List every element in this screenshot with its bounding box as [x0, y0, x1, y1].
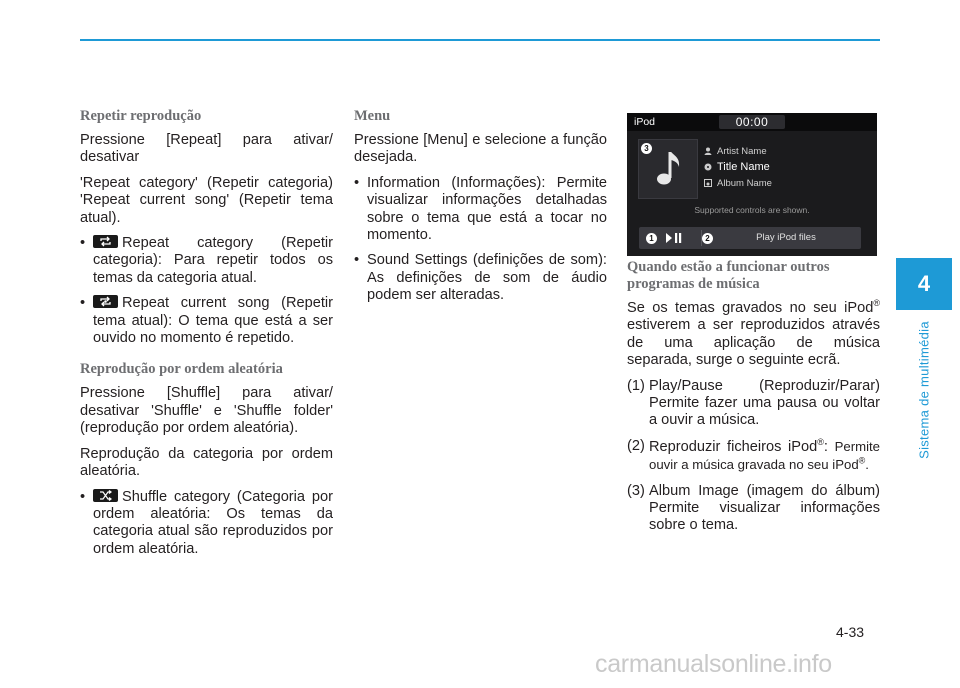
paragraph-menu-press: Pressione [Menu] e selecione a função desejada.: [354, 132, 607, 166]
bullet-sound-settings: • Sound Settings (definições de som): As definições de som de áudio podem ser alteradas.: [354, 252, 607, 304]
screen-title-bar: [627, 113, 877, 131]
play-pause-icon: [665, 232, 683, 244]
heading-repeat: Repetir reprodução: [80, 108, 202, 124]
callout-badge-1: 1: [646, 233, 657, 244]
column-menu: [354, 108, 607, 313]
album-icon: [704, 179, 712, 187]
screen-title: iPod: [634, 116, 656, 128]
item-album-image: (3) Album Image (imagem do álbum) Permite visualizar informações sobre o tema.: [627, 482, 880, 534]
screen-time: 00:00: [719, 115, 785, 129]
song-icon: [704, 162, 712, 170]
heading-shuffle: Reprodução por ordem aleatória: [80, 361, 283, 378]
repeat-category-icon: [93, 235, 118, 248]
control-bar: [639, 227, 861, 249]
chapter-title: Sistema de multimédia: [916, 321, 932, 459]
shuffle-icon: [93, 489, 118, 502]
paragraph-shuffle-category: Reprodução da categoria por ordem aleatória.: [80, 445, 333, 480]
column-repeat-shuffle: [80, 108, 333, 566]
callout-badge-3: 3: [641, 143, 652, 154]
play-pause-button[interactable]: [643, 227, 701, 249]
bullet-information: • Information (Informações): Permite visualizar informações detalhadas sobre o tema que está a tocar no momento.: [354, 174, 607, 244]
play-ipod-files-button[interactable]: Play iPod files: [756, 232, 816, 243]
paragraph-repeat-press: Pressione [Repeat] para ativar/ desativar: [80, 132, 333, 166]
paragraph-shuffle-press: Pressione [Shuffle] para ativar/ desativar 'Shuffle' e 'Shuffle folder' (reprodução por ordem aleatória).: [80, 385, 333, 437]
watermark-text: carmanualsonline.info: [595, 650, 832, 678]
item-play-pause: (1) Play/Pause (Reproduzir/Parar) Permite fazer uma pausa ou voltar a ouvir a música.: [627, 377, 880, 429]
supported-controls-hint: Supported controls are shown.: [694, 205, 810, 215]
ipod-screen-illustration: [627, 113, 877, 256]
paragraph-other-programs: Se os temas gravados no seu iPod® estiverem a ser reproduzidos através de uma aplicação de música separada, surge o seguinte ecrã.: [627, 298, 880, 369]
bullet-repeat-category: • Repeat category (Repetir categoria): Para repetir todos os temas da categoria atual.: [80, 235, 333, 286]
bullet-repeat-song: • Repeat current song (Repetir tema atual): O tema que está a ser ouvido no momento é repetido.: [80, 295, 333, 347]
item-play-ipod-files: (2) Reproduzir ficheiros iPod®: Permite ouvir a música gravada no seu iPod®.: [627, 436, 880, 473]
repeat-song-icon: [93, 295, 118, 308]
paragraph-repeat-modes: 'Repeat category' (Repetir categoria) 'Repeat current song' (Repetir tema atual).: [80, 174, 333, 226]
chapter-tab: 4: [896, 258, 952, 310]
column-other-music-apps: [627, 259, 880, 543]
artist-name: Artist Name: [704, 146, 767, 157]
heading-menu: Menu: [354, 108, 391, 124]
header-rule: [80, 39, 880, 41]
callout-badge-2: 2: [702, 233, 713, 244]
song-title: Title Name: [704, 161, 770, 173]
page-number: 4-33: [836, 624, 865, 640]
heading-other-programs: Quando estão a funcionar outros programas de música: [627, 259, 830, 292]
bullet-shuffle-category: • Shuffle category (Categoria por ordem aleatória: Os temas da categoria atual são reproduzidos por ordem aleatória.: [80, 488, 333, 557]
album-name: Album Name: [704, 178, 772, 189]
artist-icon: [704, 147, 712, 155]
